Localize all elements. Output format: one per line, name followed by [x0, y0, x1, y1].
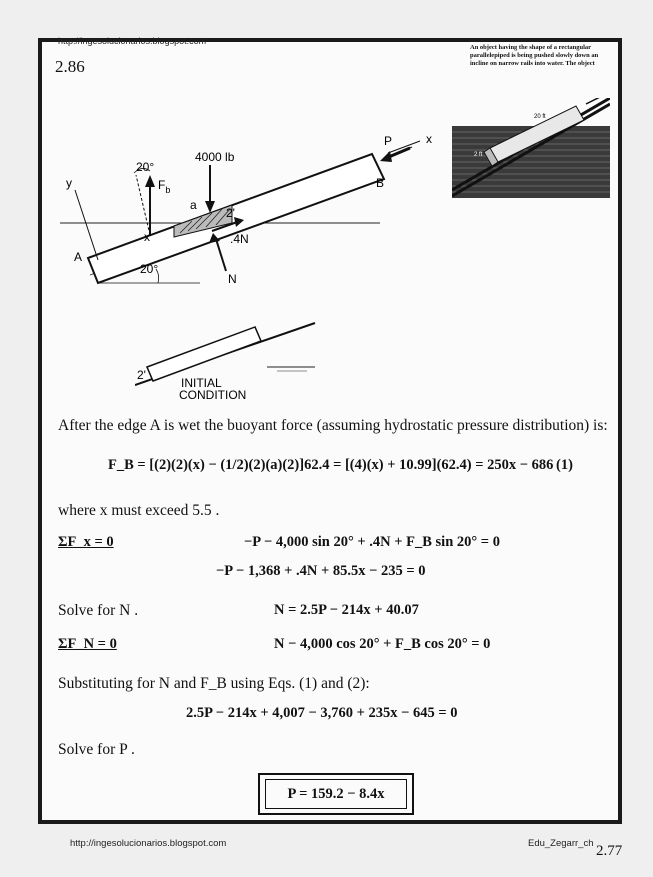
photo-length-label: 20 ft [534, 114, 546, 120]
friction-label: .4N [230, 232, 249, 246]
sum-fx-equation-2: −P − 1,368 + .4N + 85.5x − 235 = 0 [216, 563, 426, 579]
equation-1-tag: (1) [556, 457, 573, 473]
solve-p-label: Solve for P . [58, 741, 135, 758]
x-marker-label: x [144, 230, 150, 244]
force-p-label: P [384, 135, 393, 148]
result-box [258, 773, 414, 815]
normal-label: N [228, 272, 237, 286]
substitution-equation: 2.5P − 214x + 4,007 − 3,760 + 235x − 645 = 0 [186, 705, 458, 721]
footer-url[interactable]: http://ingesolucionarios.blogspot.com [70, 838, 227, 849]
sum-fx-equation: −P − 4,000 sin 20° + .4N + F_B sin 20° = 0 [244, 534, 500, 550]
result-equation: P = 159.2 − 8.4x [287, 785, 385, 802]
sum-fn-label: ΣF_N = 0 [58, 636, 117, 652]
problem-statement: An object having the shape of a rectangular parallelepiped is being pushed slowly down an incline on narrow rails into water. The object [470, 44, 599, 67]
angle-top-label: 20° [136, 160, 155, 174]
photo-height-label: 2 ft [474, 152, 483, 158]
load-label: 4000 lb [195, 150, 235, 164]
intro-text: After the edge A is wet the buoyant force (assuming hydrostatic pressure distribution) is: [58, 417, 608, 434]
substitution-text: Substituting for N and F_B using Eqs. (1) and (2): [58, 675, 370, 692]
solve-n-equation: N = 2.5P − 214x + 40.07 [274, 602, 419, 618]
initial-condition-diagram [135, 315, 325, 405]
initial-caption-2: CONDITION [179, 388, 247, 402]
initial-caption-1: INITIAL [181, 376, 222, 390]
header-url[interactable]: http://ingesolucionarios.blogspot.com [58, 36, 207, 46]
page-number: 2.77 [596, 843, 623, 859]
axis-x-label: x [426, 135, 432, 146]
problem-illustration [452, 98, 610, 198]
problem-number: 2.86 [55, 57, 85, 76]
where-text: where x must exceed 5.5 . [58, 502, 220, 519]
equation-1: F_B = [(2)(2)(x) − (1/2)(2)(a)(2)]62.4 = [(4)(x) + 10.99](62.4) = 250x − 686 [108, 457, 554, 473]
footer-author: Edu_Zegarr_ch [528, 838, 594, 849]
point-b-label: B [376, 176, 385, 190]
sum-fn-equation: N − 4,000 cos 20° + F_B cos 20° = 0 [274, 636, 491, 652]
initial-height-label: 2' [137, 368, 146, 382]
axis-y-label: y [66, 176, 72, 190]
label-2ft: 2' [226, 206, 235, 220]
sum-fx-label: ΣF_x = 0 [58, 534, 114, 550]
label-a: a [190, 198, 197, 212]
result-inner-box [265, 779, 407, 809]
buoyant-force-label: $F_b$ [158, 178, 171, 195]
point-a-label: A [74, 250, 83, 264]
angle-bottom-label: 20° [140, 262, 159, 276]
solve-n-label: Solve for N . [58, 602, 139, 619]
